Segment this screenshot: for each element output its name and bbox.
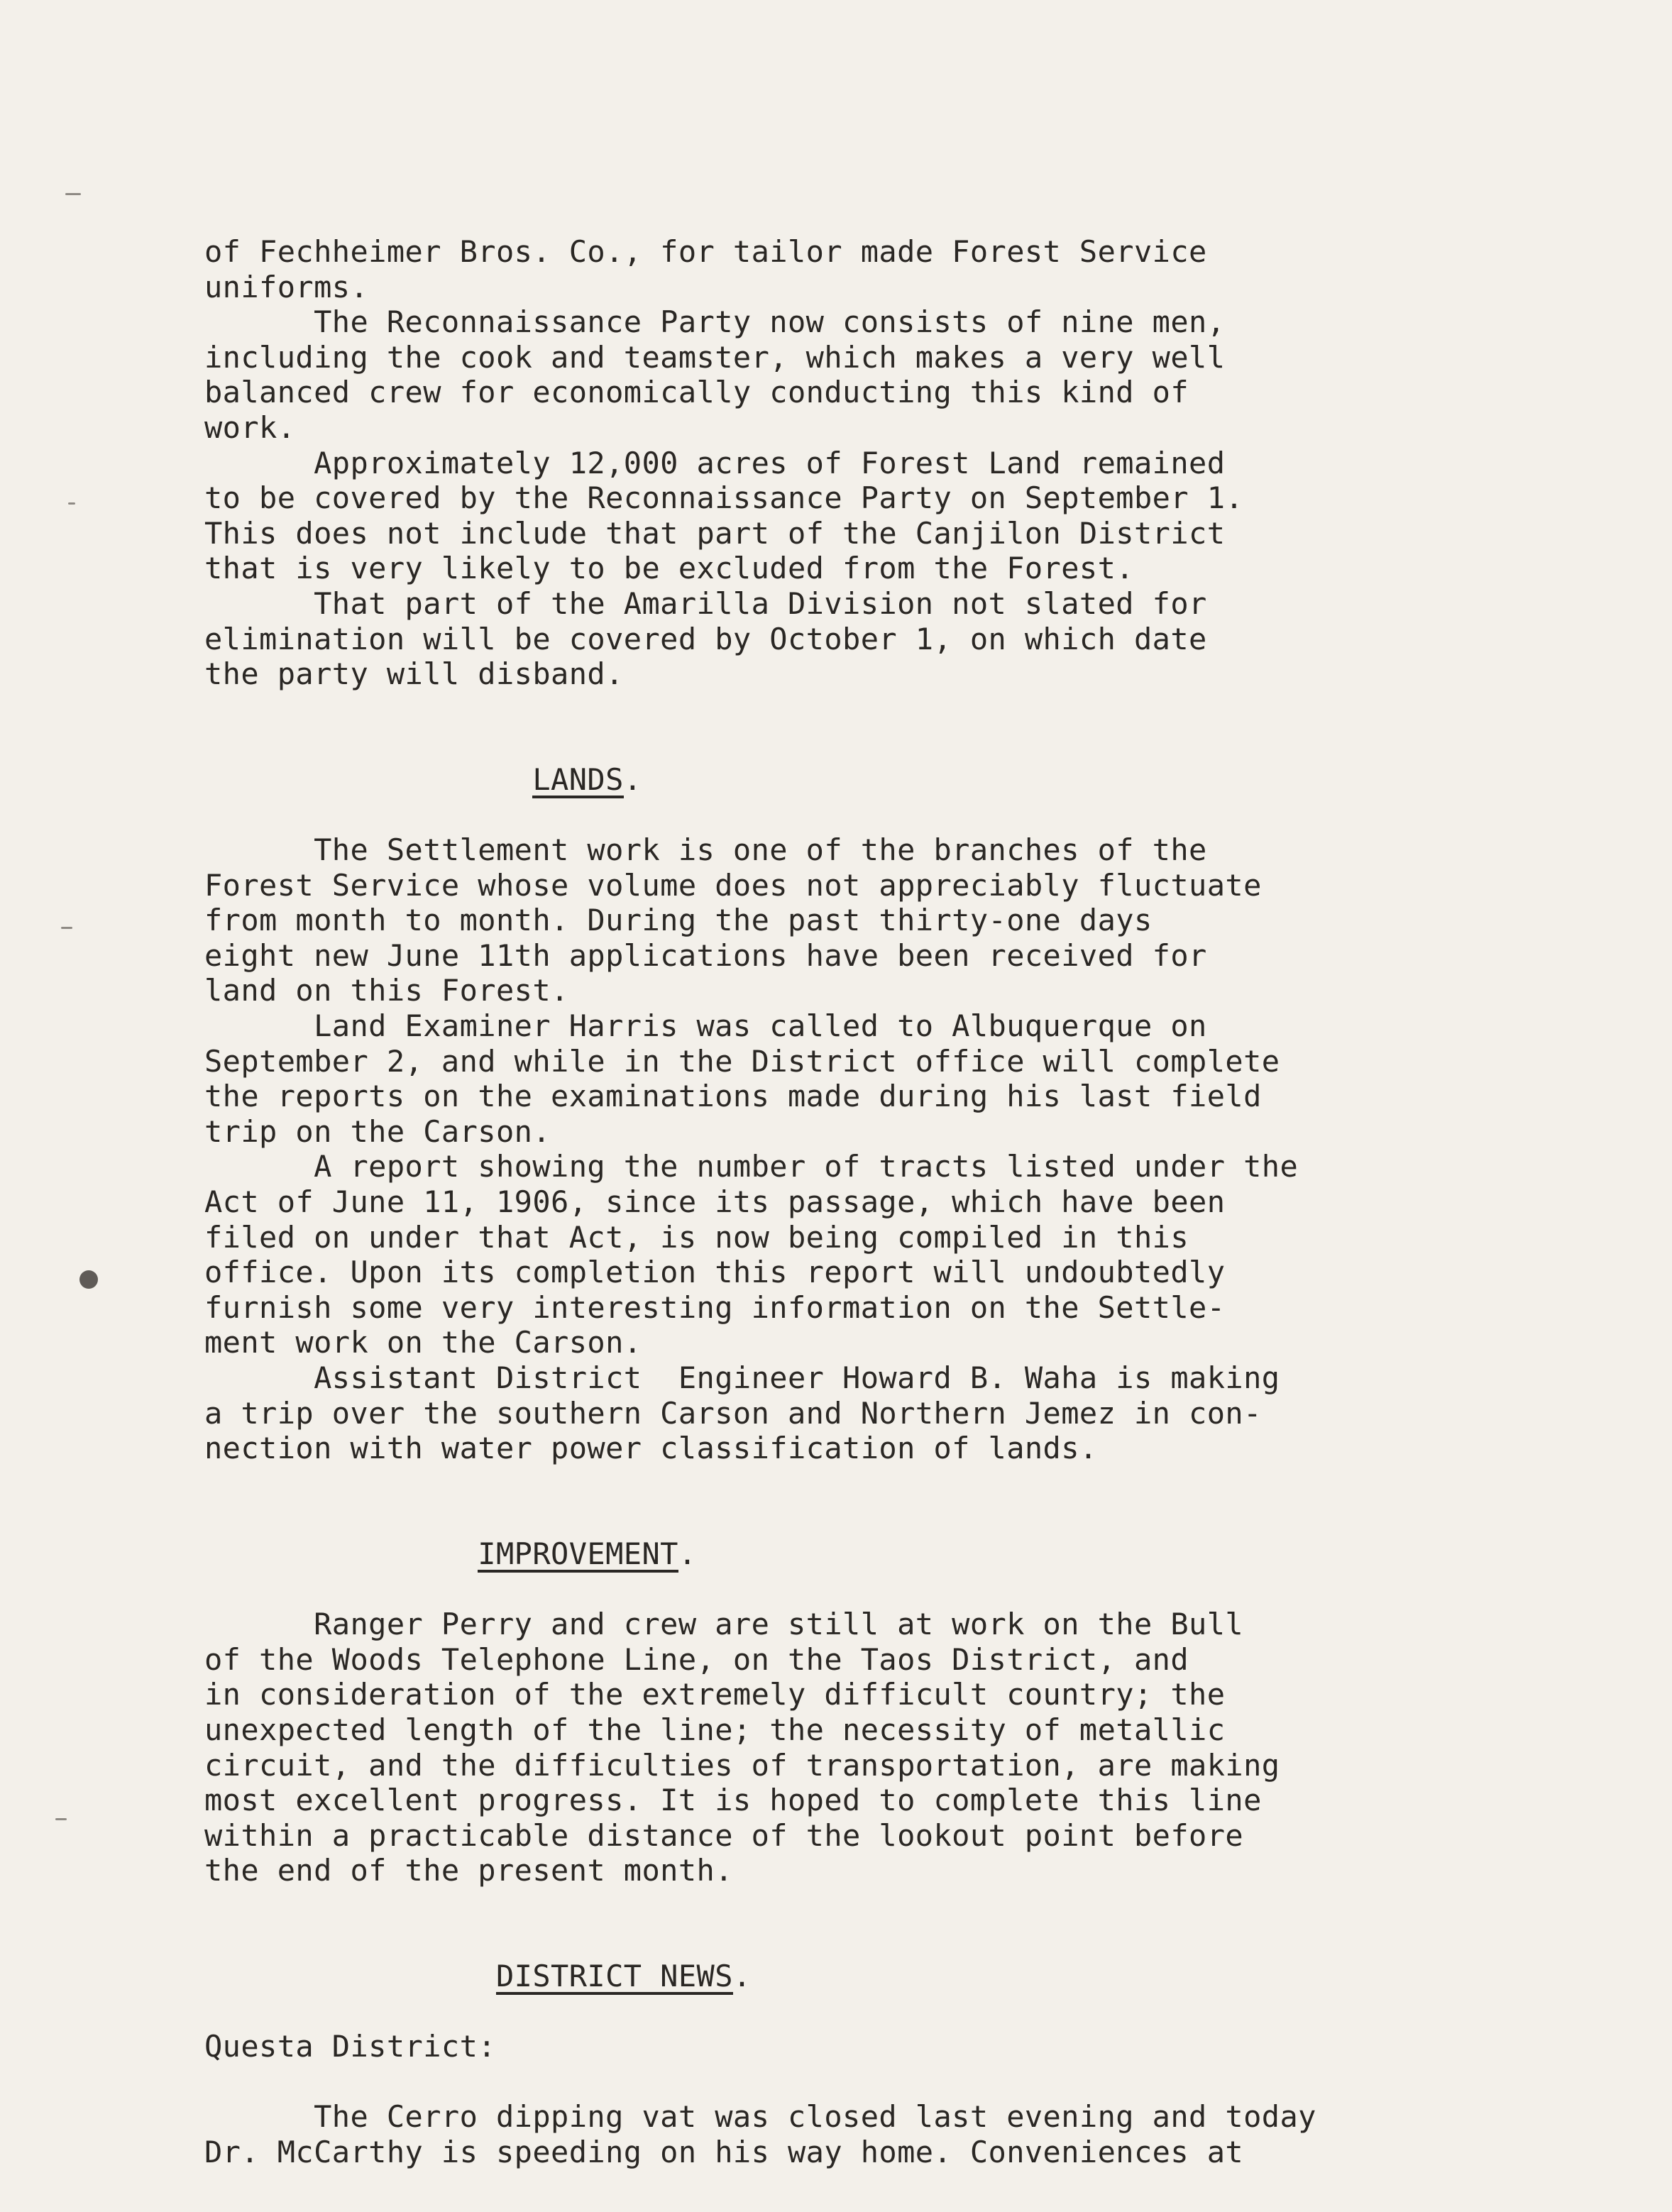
text-line: in consideration of the extremely difficult country; the [204,1677,1226,1712]
text-line: Forest Service whose volume does not appreciably fluctuate [204,867,1262,903]
heading-suffix: . [678,1536,697,1571]
district-news-section [204,2099,1553,2169]
text-line: from month to month. During the past thirty-one days [204,903,1153,938]
text-line: elimination will be covered by October 1, on which date [204,621,1207,656]
margin-mark [65,193,81,195]
heading-text: DISTRICT NEWS [495,1959,733,1994]
text-line: of the Woods Telephone Line, on the Taos District, and [204,1641,1189,1677]
text-line: work. [204,409,296,445]
punch-hole [79,1270,98,1289]
text-line: furnish some very interesting information on the Settle- [204,1289,1226,1325]
text-line: a trip over the southern Carson and Northern Jemez in con- [204,1395,1262,1431]
heading-suffix: . [623,761,642,797]
section-heading-district-news [204,1959,1553,1994]
text-line: uniforms. [204,269,369,304]
text-line: September 2, and while in the District office will complete [204,1043,1280,1079]
section-heading-lands [204,762,1553,798]
text-line: the end of the present month. [204,1853,733,1888]
improvement-section [204,1607,1553,1888]
text-line: unexpected length of the line; the necessity of metallic [204,1712,1226,1747]
text-line: including the cook and teamster, which makes a very well [204,339,1226,375]
margin-mark [55,1818,67,1820]
text-line: office. Upon its completion this report will undoubtedly [204,1255,1226,1290]
district-subheading: Questa District: [204,2029,496,2064]
text-line: balanced crew for economically conducting this kind of [204,375,1189,410]
text-line: A report showing the number of tracts listed under the [204,1149,1299,1184]
text-line: eight new June 11th applications have been received for [204,937,1207,973]
text-line: That part of the Amarilla Division not slated for [204,585,1207,621]
text-line: that is very likely to be excluded from the Forest. [204,551,1134,586]
margin-mark [68,502,75,505]
text-line: land on this Forest. [204,973,569,1008]
text-line: of Fechheimer Bros. Co., for tailor made Forest Service [204,234,1207,269]
text-line: filed on under that Act, is now being compiled in this [204,1219,1189,1255]
paragraphs-top [204,234,1553,692]
section-heading-improvement [204,1536,1553,1572]
text-line: to be covered by the Reconnaissance Party on September 1. [204,480,1244,516]
heading-text: LANDS [532,761,624,797]
text-line: Assistant District Engineer Howard B. Waha is making [204,1360,1280,1395]
text-line: nection with water power classification of lands. [204,1431,1098,1466]
text-line: the party will disband. [204,656,624,692]
text-line: ment work on the Carson. [204,1325,642,1360]
text-line: This does not include that part of the Canjilon District [204,515,1226,551]
text-line: circuit, and the difficulties of transportation, are making [204,1747,1280,1783]
text-line: The Reconnaissance Party now consists of nine men, [204,304,1226,340]
document-body [204,234,1553,2170]
text-line: Ranger Perry and crew are still at work on the Bull [204,1607,1244,1642]
heading-suffix: . [732,1959,752,1994]
text-line: The Settlement work is one of the branches of the [204,832,1207,868]
text-line: trip on the Carson. [204,1113,551,1149]
text-line: Act of June 11, 1906, since its passage, which have been [204,1184,1226,1220]
text-line: Dr. McCarthy is speeding on his way home. Conveniences at [204,2135,1244,2170]
text-line: most excellent progress. It is hoped to complete this line [204,1783,1262,1818]
text-line: Approximately 12,000 acres of Forest Land remained [204,445,1226,480]
heading-text: IMPROVEMENT [478,1536,678,1571]
text-line: The Cerro dipping vat was closed last evening and today [204,2099,1316,2135]
text-line: the reports on the examinations made during his last field [204,1079,1262,1114]
text-line: within a practicable distance of the lookout point before [204,1817,1244,1853]
lands-section [204,832,1553,1466]
margin-mark [61,927,72,929]
text-line: Land Examiner Harris was called to Albuquerque on [204,1008,1207,1044]
